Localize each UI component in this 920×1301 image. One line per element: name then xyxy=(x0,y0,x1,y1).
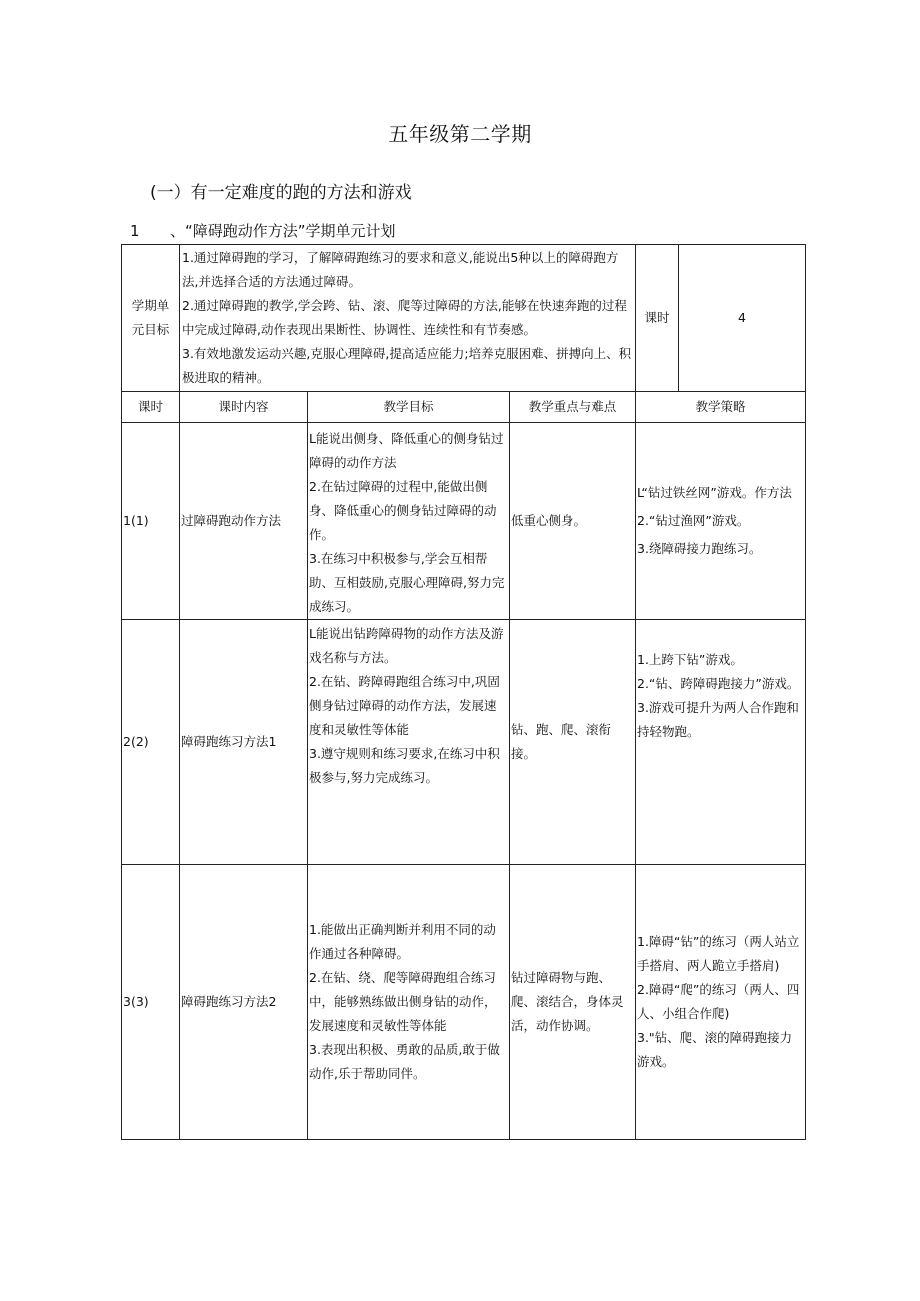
unit-goal-3: 3.有效地激发运动兴趣,克服心理障碍,提高适应能力;培养克服困难、拼搏向上、积极进取的精神。 xyxy=(182,346,632,385)
strategy-item: L“钻过铁丝网”游戏。作方法 xyxy=(637,485,792,500)
col-header-lesson: 课时 xyxy=(122,392,180,423)
objective-item: 3.在练习中积极参与,学会互相帮助、互相鼓励,克服心理障碍,努力完成练习。 xyxy=(309,551,505,614)
objective-item: 1.能做出正确判断并利用不同的动作通过各种障碍。 xyxy=(309,922,496,961)
lesson-strategies xyxy=(636,620,806,865)
lesson-strategies xyxy=(636,423,806,620)
subsection-heading xyxy=(130,220,396,241)
unit-goal-label xyxy=(122,245,180,392)
lesson-objectives xyxy=(308,423,510,620)
col-header-content: 课时内容 xyxy=(180,392,308,423)
lesson-content: 障碍跑练习方法2 xyxy=(180,865,308,1140)
objective-item: L能说出侧身、降低重心的侧身钻过障碍的动作方法 xyxy=(309,431,504,470)
strategy-item: 1.上跨下钻”游戏。 xyxy=(637,652,743,667)
hours-label: 课时 xyxy=(636,245,679,392)
objective-item: 3.遵守规则和练习要求,在练习中积极参与,努力完成练习。 xyxy=(309,746,500,785)
objective-item: 2.在钻、跨障碍跑组合练习中,巩固侧身钻过障碍的动作方法，发展速度和灵敏性等体能 xyxy=(309,674,500,737)
strategy-item: 2.“钻过渔网”游戏。 xyxy=(637,513,750,528)
lesson-objectives xyxy=(308,620,510,865)
lesson-key-points: 低重心侧身。 xyxy=(510,423,636,620)
objective-item: 2.在钻过障碍的过程中,能做出侧身、降低重心的侧身钻过障碍的动作。 xyxy=(309,479,497,542)
lesson-objectives xyxy=(308,865,510,1140)
lesson-content: 障碍跑练习方法1 xyxy=(180,620,308,865)
strategy-item: 3."钻、爬、滚的障碍跑接力游戏。 xyxy=(637,1030,793,1069)
strategy-item: 2.障碍“爬”的练习（两人、四人、小组合作爬) xyxy=(637,982,800,1021)
strategy-item: 3.绕障碍接力跑练习。 xyxy=(637,541,762,556)
lesson-content: 过障碍跑动作方法 xyxy=(180,423,308,620)
lesson-strategies xyxy=(636,865,806,1140)
subsection-number: 1 xyxy=(130,222,140,240)
strategy-item: 2.“钻、跨障碍跑接力”游戏。 xyxy=(637,676,800,691)
strategy-item: 3.游戏可提升为两人合作跑和持轻物跑。 xyxy=(637,700,799,739)
lesson-number: 1(1) xyxy=(122,423,180,620)
objective-item: L能说出钻跨障碍物的动作方法及游戏名称与方法。 xyxy=(309,626,504,665)
table-row xyxy=(122,620,806,865)
lesson-number: 3(3) xyxy=(122,865,180,1140)
unit-goal-label-text: 学期单元目标 xyxy=(131,298,170,337)
unit-goal-2: 2.通过障碍跑的教学,学会跨、钻、滚、爬等过障碍的方法,能够在快速奔跑的过程中完成过障碍,动作表现出果断性、协调性、连续性和有节奏感。 xyxy=(182,298,627,337)
section-heading: (一）有一定难度的跑的方法和游戏 xyxy=(150,183,412,203)
subsection-text: 、“障碍跑动作方法”学期单元计划 xyxy=(170,222,396,240)
strategy-item: 1.障碍“钻”的练习（两人站立手搭肩、两人跪立手搭肩) xyxy=(637,934,800,973)
lesson-key-points: 钻、跑、爬、滚衔接。 xyxy=(510,620,636,865)
unit-goal-text xyxy=(180,245,636,392)
unit-goal-1: 1.通过障碍跑的学习，了解障碍跑练习的要求和意义,能说出5种以上的障碍跑方法,并选择合适的方法通过障碍。 xyxy=(182,250,619,289)
objective-item: 3.表现出积极、勇敢的品质,敢于做动作,乐于帮助同伴。 xyxy=(309,1042,500,1081)
table-row xyxy=(122,423,806,620)
col-header-objectives: 教学目标 xyxy=(308,392,510,423)
table-row xyxy=(122,865,806,1140)
unit-plan-table xyxy=(121,244,806,1140)
lesson-number: 2(2) xyxy=(122,620,180,865)
page-title: 五年级第二学期 xyxy=(388,122,532,146)
unit-goal-row xyxy=(122,245,806,392)
lesson-key-points: 钻过障碍物与跑、爬、滚结合，身体灵活，动作协调。 xyxy=(510,865,636,1140)
table-header-row xyxy=(122,392,806,423)
hours-value: 4 xyxy=(679,245,806,392)
col-header-key-points: 教学重点与难点 xyxy=(510,392,636,423)
objective-item: 2.在钻、绕、爬等障碍跑组合练习中，能够熟练做出侧身钻的动作，发展速度和灵敏性等体能 xyxy=(309,970,497,1033)
col-header-strategies: 教学策略 xyxy=(636,392,806,423)
